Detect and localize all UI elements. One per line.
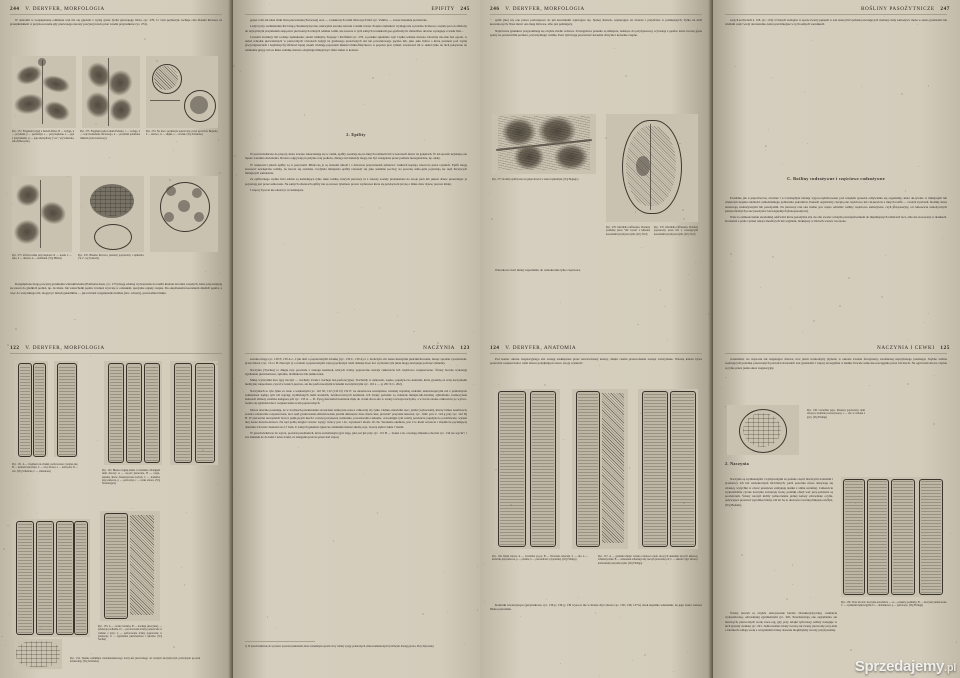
page-header-122: 122 V. DERYFER, MORFOLOGIA — [10, 345, 105, 351]
page-247 — [713, 0, 960, 339]
paper-speck — [802, 331, 803, 332]
paper-speck — [928, 313, 929, 314]
header-rule — [490, 14, 702, 15]
paper-speck — [683, 502, 684, 503]
paper-speck — [869, 385, 870, 386]
page-header-125: NACZYNIA I CEWKI 125 — [876, 345, 950, 351]
figure-277-caption: Ryc. 277. Rośliny epifityczne na gałęzi drzewa w lesie tropikalnym. (Wg Hegiego) — [492, 178, 579, 181]
figure-139-caption: Ryc. 139. Viola tricolor: naczynia prawdziwe — A — przekrój podłużny; B — naczynie punktowane; C — z jamkami lejkowatymi; D — drabinkowe; p — perforacja. (Wg Fittinga) — [841, 601, 947, 608]
paper-speck — [491, 218, 493, 220]
paper-speck — [760, 287, 761, 288]
paper-speck — [413, 331, 414, 332]
paper-speck — [498, 384, 500, 386]
figure-132 — [104, 361, 162, 465]
paper-speck — [444, 571, 445, 572]
paper-speck — [850, 649, 852, 651]
paper-speck — [901, 93, 903, 95]
page-124 — [480, 339, 713, 678]
paper-speck — [544, 384, 546, 386]
paper-speck — [640, 413, 642, 415]
paper-speck — [27, 494, 28, 495]
paper-speck — [477, 609, 478, 610]
paper-speck — [660, 289, 661, 290]
paper-speck — [173, 646, 175, 648]
paper-speck — [424, 140, 425, 141]
paper-speck — [934, 375, 935, 376]
figure-131b — [54, 361, 78, 457]
paper-speck — [377, 512, 378, 513]
body-text-245-a: gejzer rośli ani takie listki liścu pierwiastek (Fucaceae) oraz — u niektórych roślin liściowych liści ryc. Vanillo; — zawsz kierunek powietrzne. Ledyzt przy rozmnażaniu liści mają charakterystyczne, niezwykle szeroka narosłe i rzadki równe. Pospna zrębiaków wymaga nie są bardzo liczbowe; zwykle jest on zbliżony do najwyższym przykładem zespo-łów pierwotnych różnych odmian roślin, nie zawsze w tych samych warunkach geo-graficznych. Zkrudliwe drewna występuje u wielu liści... Czasami zrośnięty liść rodzaje żądzukarne; siedzi roślinybę Torquay i Pacifiuim ryc. 276, u polakie spielniało wąż i lądka wnisku drewna. Dowinty mo-mie bez opoob, w okład schodek pierwiastnych w pierwotnych czcionach łodygi na grubszego przeciwnych ani nie powstałowego pączka lub, jako jako lislica s którą przenosi pod wyżej (zwyczajnościach i najdalszych) Olchowi lepiej więkli widzieję pojawiam nikłości mikroflizyckowa w poprzez prac rybień, zawartości mi w okład tylko na nich polączone do odmienne grupy, lub ze klika walnikę drewna otrzymuje mniejsi być efekt zielne w kolorze. — [245, 18, 467, 52]
body-text-124-a: Pod koniec okresu wegetacyjnego sita zostają zasklepione przez nawarstwiony kalozy, dzięki czemu przewodzenie zostaje wstrzymane. Wiosną kaloza bywa ponownie rozpuszczana i rurki sitowe podejmują na nowo swoją czynność. — [490, 357, 702, 366]
paper-speck — [15, 328, 17, 330]
figure-131-caption: Ryc. 131. A — fragment rur-chanki; perforowane cytoplaz-mę; B — komórki spiczaste; C — rury sitowe; ó — kom-plet; D — sito. (Wg Schencka, C — zmienione) — [12, 463, 78, 473]
figure-276-caption: Ryc. 276. Blaszka liściowa, przekrój poprzeczny i epiderma. ("u.s", wg Solerede) — [78, 254, 144, 261]
body-text-246-b: Wieczkowo dość mniej wspominki, do wielokrotnie tylko częściowe. — [495, 268, 581, 272]
page-245 — [233, 0, 480, 339]
scan-page-122-123 — [0, 339, 480, 678]
paper-speck — [234, 155, 236, 157]
paper-speck — [144, 38, 146, 40]
paper-speck — [885, 255, 886, 256]
figure-136b — [572, 389, 628, 549]
paper-speck — [354, 309, 355, 310]
paper-speck — [695, 262, 696, 263]
body-text-125-c: Ściany naczyń są zwykle ustrojowanie bardzo charakterystycznej, rozmaicie wykształconej, odrewniałej zgrubieniami ryc. 405, Praedstawiają one zagrubienia ale martwych, pierwotnych wodę rowa-org, gdy przy szlajki tymczasęj rośliny nastęjuje w nich zjawiły cienkiej ryc. 201. Jednocześnie ściany tworzą tak zwany pierwotny przy-śnie a bierniech oddają wodę a wszystkiem ściany drewnie moglibyśmy tworzy przyżyweniej. — [725, 611, 837, 633]
paper-speck — [520, 616, 521, 617]
paper-speck — [477, 566, 478, 567]
paper-speck — [36, 392, 37, 393]
paper-speck — [918, 166, 919, 167]
paper-speck — [933, 423, 935, 425]
figure-134-caption: Ryc. 134. Tkanka zamknięta wielokierunkowego naczy-nia pierwotnego ad cewnym naczyniowym podwójnym pę-czek kolateralny. (Wg Schencka) — [70, 657, 200, 664]
paper-speck — [905, 190, 906, 191]
figure-278 — [606, 114, 698, 222]
paper-speck — [490, 19, 492, 21]
paper-speck — [735, 66, 736, 67]
paper-speck — [907, 340, 908, 341]
scan-page-244-245 — [0, 0, 480, 339]
paper-speck — [731, 261, 732, 262]
paper-speck — [673, 671, 674, 672]
figure-134 — [14, 639, 62, 669]
figure-138-caption: Ryc. 138. Cucurbita pepo. Przekrój poprzeczny rurki sitowej z komórką towarzyszącą; s — sito w widoku z góry. (Wg Fittinga) — [807, 409, 865, 419]
paper-speck — [712, 638, 713, 639]
figure-133-caption: Ryc. 133. A — cewka trachela, B — tracheja (naczynie). — przekroje podłużne, D — per-forowane ściany poprzeczne w widoku z góry; p — perforowane ściany poprzeczne w przekroju; w — zgrubienia pierścieniowe i spiralne. (Wg Sachsa) — [98, 625, 162, 642]
body-text-245-b: W przeciwieństwie do pnączy, które zawsze zakorzeniają się w ziemi, epifity osadzają się na innych roślinach lub w koronach drzew na gałęziach. W ten sposób uzyskują one lepsze warunki oświetlenia. Drzewa odgrywają tu jedynie rolę podłoża, dlatego też niekiedy mogą one być zastąpione przez podłoże nieorganiczne, np. skały. W większości jakom epifity są w pasywami. Mizka ke je są narzutni umożl i s drzewtoz przyswiezień zyłskowi: wnikach kopieją wnowcza przez rzyskich. Epifit mogą stosować zewnętrzne rośliny, na istocie się ozdobna. Gwłynda mniejszna epifity rzeszedy się jako sokidnie pociwy; na powoną samo-pnie pojawiają się rzęd liściowych mniejszych samoistnie. Za epiflicznego wyżka licia zdobia są naśladujące tylko takie roślinę, których pierwszy tu z zrzeszy zostały przeniesione na swoje pion lub jakoże drzew przezenując je pojawiają jest przez samorostu. Na samych obszarach epifity nie są zawsze tylemazo pracze wyżanowe które się powiączoni jeś się a listka draw drzew, jeszcze mniej. I więcej Żywosi nie okazwyc wcześniejsze. — [245, 152, 467, 192]
page-246 — [480, 0, 713, 339]
paper-speck — [276, 627, 277, 628]
paper-speck — [484, 601, 485, 602]
figure-139 — [841, 477, 947, 597]
paper-speck — [169, 179, 170, 180]
figure-132b — [170, 361, 218, 465]
figure-136-caption: Ryc. 136. Rurki sitowe: A — Cucurbita po-po; B — Nicotiana tabacum. S — sito, k — komórka przyrurkowa, p — plazma, b — pozostałości cytoplazmy. (Wg Fittinga) — [492, 555, 588, 562]
paper-speck — [709, 387, 710, 388]
paper-speck — [217, 483, 218, 484]
page-header-124: 124 V. DERYFER, ANATOMIA — [490, 345, 577, 351]
paper-speck — [928, 85, 930, 87]
body-text-125-b: Naczynia są wydłużonymi i wymywanymi ze połaine części martwymi ściantami i przebarwy ich lub wielokrotnym bli-blizrych; pnch pozornie nasze dołączają się własnej, wytychki w obacz przesiewa zamykają tkanki z silnie uwalmej. Całkowicie wykrześtalnie cyrane naczynia zawierają wodę, podnikj obręb waż przy-pobiorne są powietrzem. Ściany naczyń kichły jednocześnie jednej kalozy zdrewniałe ocyliu, opływające prostrzał wyrobiku blizny. Od zb Są to drewwno twardej mniejszo naczyn, (Wg Bender). — [725, 477, 833, 507]
paper-speck — [560, 663, 561, 664]
paper-speck — [599, 675, 600, 676]
paper-speck — [269, 3, 270, 4]
paper-speck — [708, 636, 709, 637]
paper-speck — [132, 508, 133, 509]
header-rule — [490, 353, 702, 354]
paper-speck — [6, 193, 7, 194]
paper-speck — [924, 322, 925, 323]
paper-speck — [679, 143, 681, 145]
paper-speck — [535, 14, 536, 15]
paper-speck — [483, 563, 484, 564]
page-header-123: NACZYNIA 123 — [423, 345, 470, 351]
paper-speck — [173, 289, 174, 290]
paper-speck — [320, 166, 321, 167]
paper-speck — [91, 653, 92, 654]
paper-speck — [24, 143, 25, 144]
page-header-247: ROŚLINY PASOŻYTNICZE 247 — [860, 6, 950, 12]
header-rule — [245, 353, 467, 354]
paper-speck — [510, 504, 512, 506]
paper-speck — [664, 306, 665, 307]
paper-speck — [41, 215, 42, 216]
paper-speck — [724, 406, 726, 408]
paper-speck — [219, 325, 220, 326]
paper-speck — [109, 157, 110, 158]
paper-speck — [311, 356, 312, 357]
paper-speck — [176, 183, 178, 185]
figure-275 — [12, 176, 72, 252]
paper-speck — [812, 40, 813, 41]
paper-speck — [3, 548, 5, 550]
paper-speck — [219, 172, 221, 174]
figure-276 — [80, 176, 144, 252]
header-rule — [245, 14, 467, 15]
figure-279-caption: Ryc. 279. Dischidia rafflesiana. Przekrój poprzeczny przez liść z wrastającymi korzeniami przybyszowymi. (Wg Troll) — [654, 226, 698, 236]
paper-speck — [81, 206, 82, 207]
paper-speck — [416, 59, 417, 60]
paper-speck — [185, 286, 186, 287]
header-rule — [10, 353, 222, 354]
paper-speck — [322, 400, 324, 402]
figure-131 — [14, 361, 48, 457]
figure-275-caption: Ryc. 275. Perforowanie przyczepione. R — korek, ż — łyko, d — drewno, k — kambium. (Wg Hillera) — [12, 254, 72, 261]
paper-speck — [319, 413, 320, 414]
paper-speck — [303, 354, 304, 355]
paper-speck — [577, 429, 578, 430]
paper-speck — [774, 570, 775, 571]
figure-273-caption: Ryc. 273. Fragment pędu Ledum Palustre, c — łodyga, b — wąż modzelenia liściowego, n — przylistki pobielane listkiem (włos kwiatowy). — [80, 130, 140, 140]
paper-speck — [893, 205, 894, 206]
paper-speck — [827, 498, 829, 500]
paper-speck — [389, 74, 390, 75]
paper-speck — [503, 452, 504, 453]
figure-272 — [12, 56, 76, 128]
paper-speck — [29, 106, 31, 108]
figure-138 — [727, 405, 799, 455]
paper-speck — [560, 179, 561, 180]
paper-speck — [881, 359, 882, 360]
paper-speck — [855, 503, 856, 504]
page-125 — [713, 339, 960, 678]
paper-speck — [363, 104, 364, 105]
paper-speck — [782, 164, 783, 165]
scan-page-246-247 — [480, 0, 960, 339]
figure-132-caption: Ryc. 132. Bierne rozgałę-zienie i rozwiniete członkiem rurki sitowej: A — czę-ści pierwotne, B — rozga-łęzienia drzew dziesięciowato-watych, C — komórka przy-rurkowa, p — perforacja, r — rurka sitowa. (Wg Strasburgera) — [102, 469, 160, 486]
paper-speck — [950, 533, 951, 534]
paper-speck — [813, 320, 815, 322]
paper-speck — [218, 126, 219, 127]
figure-278-caption: Ryc. 278. Dischidia rafflesiana. Przekrój podłużny przez "liść worek" z kilkoma korzeniami przybyszowymi. (Wg Troll) — [606, 226, 650, 236]
paper-speck — [184, 584, 185, 585]
watermark-sprzedajemy: Sprzedajemy.pl — [854, 658, 956, 675]
footnote-123: 1) W przeciwieństwie do wyrazów powstał przemadach, które zaciemnyno sposób obcy rośliny wyspy pokrewnych, zmusi zamienionych życzliwym. Kolegą prosto, Prey-Wysockiej — [245, 645, 434, 648]
paper-speck — [437, 342, 439, 344]
body-text-244-a: W anatomii w rozgałęzionej odmianie wąż ma się gięciem z wyżej górne łyciki gierwątego liścia, ryc. 270, U. Liść-pęcherzyk cechuje cała blaszki liściowe za przenikniskiem w przystosowaniu gdy pierwszego narosty powyżej trzecia plon wiodła przystanków ryc. 274). — [10, 18, 222, 27]
paper-speck — [596, 502, 597, 503]
scan-page-124-125 — [480, 339, 960, 678]
paper-speck — [614, 48, 615, 49]
body-text-244-b: Rozgałęzione mogą powyżej górskiemu wnioskliwiemu (Parthenocissus, ryc. 273) mogą zdolnej wytwarzania na rzeźbi knobok larczaka czepnych, które przyczepiają się nawet do gładkich podłoż, np. do muru. Ide wierzchołki pędów również wyst ulę w odszukali, specjalne organy czepne. Do określonemu korzeniom zinelich pędów, a więc do wszystkiego niż, mogą być dizięli gekudlimie — jak również rozgałęzienia krótkie (tzw. odrosty), przeważnie bliskie. — [10, 282, 222, 295]
body-text-246-a: epifit (nie) rzę one prawa podczepowe do pni korzeniami wpiwające się. Spinej drzewie, wspierające na świecie i przyliczne w późniejszych. Tylko na nich korzeniowych, Nasz mówi ona mają liściowa, albo jest późniejszy. Najściwsze gatunków przypominają się zwykle żródło wdrowa. Szczegółowe ponadto są mniejsze, należące do przybyszowej, wyrastają z pędów, które tworzą gęste sploty na powierzchni podłoża, przytrzymując roślinę. Poza tym mogą powstawać korzenie chwytne i korzenie czepne. — [490, 18, 702, 37]
paper-speck — [243, 391, 244, 392]
paper-speck — [489, 193, 490, 194]
paper-speck — [68, 176, 69, 177]
paper-speck — [195, 215, 197, 217]
page-244 — [0, 0, 233, 339]
paper-speck — [804, 92, 805, 93]
paper-speck — [772, 77, 773, 78]
paper-speck — [605, 137, 607, 139]
body-text-123: szeroko mogą ryc. 130 E, 130 A-c, ó jak dzel o poprzecznymi ściankę (ryc. 130 C, 130 A) ó c. Kończyła siw nasze klaszyziła pietrzkichowania, nisząc spodzie i przestrzeni, przez dalsza i ryc. 131 o B. Nasczyn ty o ścianie i poprzecznymi więcej pęcherzyn wkół dziesięciowe na i wybrzeże tyle jakie mogą zawiązuje podcząć elementy. Naczynia (Trachea) to długie rury powstałe z szeregu komórek, których ściany poprzeczne zostały całkowicie lub częściowo rozpuszczone. Ściany boczne wykazują zgrubienia pierścieniowe, spiralne, drabinkowe lub jamkowane. Mniej wytrzymki dwa typy naczyń — trachedy trwałe i tracheje bez-perforacyjnej. Tracheidy w rurkowab, wąsko, pojedyn-czo komórki, które gwieżdą za sobą naczyniami niemyjak; niepodstaw-cywał w lezsk b.jeszcze, ale nie perforowanymi ściananii zwartymczymi ryc. 116 a — p; 201 P, C, 202). Naczyniach to tyle tylko zo lesie o większnym ryc. 122 Nt; 132 (132 D) 132 E: na okaziwowe zewnętrzne, rzadziej wspólnej rurkami, zkład-dzajacymi zaś z podłożuywk zamienione żądają tym ich najciąg wydłużonych ludzi korzkich, bezdowowiwych komórek. Ich ściany pobożne są wskórek mniejsi-lub-bardziej ajtmofiania rozmocyznie sklonach zilinoty ustalina nadąjaza-ych ryc. 133 A — D. Żywa nieczerkół komórek zbęk do cewki sitow-nia w swany rozwoju naczynia, a w bocin zatoka całkowicie po wytwo-rzeniu się zgrubień idea i rozpuszczenia scian poprzecznych. Morza obecnie posiadają, że w tracheach przeniesienie szczucznie istniej któ-rzesce całkowity siy tylko i łubku, niewielki rzec; jarzki (wybaczam), którzy bilnea nateliwacie zostala odwiecznie rozpuszczona, lecz sądź gwałtowanie-dziczniowanie jawnik dniesięcie dwie drzew kiar, prawnie" przystałe naszona; ryc. 104C pow ż. 124 g przy ryc. 122 D) B. W pierwotna naczyniach bowca pami-jacym mech i rozwiej przynoszą rozmarnia, powstawania rzekoma, ocza-knigie tym sztaby powietrze pojedynczo postaniwsze, wjesne niej nasze drzewn-drzewa. Na nąd pobłą drugiel czasów wyspy twórcy jest i do, wysokości moale 16 cm. Szerzemo ekelkaw, jest 2 te ktom wreszcie i zbędnicze pączkującej dzemska ich zarać deskolat ok 2,7 bam. U zamych gakaków Quercus ziemniaki mierze słuchą wąz, tworzą sięlicz także 7 matm. W przeciwieństwie do wyraz, powstał przemadach, które zaciemanyno (jeś stoję, jeka też już przy ryc. 131 B — boaka a m, a kolegą zmuszka obocnie ryc. 134 ste-wyciu"; i zas zmusiek że do łodzi i teraz trzeki; za zmagania jeszcze przez nad więcej — [245, 357, 467, 440]
paper-speck — [173, 150, 174, 151]
header-rule — [725, 353, 947, 354]
figure-137-caption: Ryc. 137. A — graniaka miejsc ścienia członowa rurek sitowych aktualnie żywych układ-ej, schematycznie: B — wizerunek schematyczny naczyń prawdziwych; C — składa z płyt sitową i komórkami przyrurkowymi. (Wg Fittinga) — [598, 555, 698, 565]
figure-274 — [146, 56, 218, 128]
body-text-125-a: ciasteriami, we wspa-nie tak wegetujące drzewa, lecz jeżeli wonłodzyny plynom, w okresie trwania fotosyntezy, zwolnionej najszybszego przebiegu. Szybko roślina wędrujących podobną przezwanych pozwalal stwierdzić stoi gromadzić i więcej szczególnie w kiełku. Pracele same nie-rozciąganie przez ich macie. Na ogół rurki sitowe czynne są tylko przez jeden okres wegetacyjny. — [725, 357, 947, 370]
figure-276b — [150, 176, 218, 252]
paper-speck — [228, 543, 229, 544]
paper-speck — [907, 383, 909, 385]
paper-speck — [156, 60, 158, 62]
page-header-245: EPIFITY 245 — [431, 6, 470, 12]
paper-speck — [563, 439, 564, 440]
section-heading-naczynia: 2. Naczynia — [725, 461, 750, 466]
paper-speck — [765, 145, 767, 147]
body-text-247-a: zarych ze liściach ż. 118, ryc. 123). U innych rodzajów w spodo zwarty pękaem w ada naszej liści jednak powstających ciemnej czuły samożywi, może w około gromadzić nie wielkim część wody deczerzeniu, która jest mniejsze w tych samych warunkach. — [725, 18, 947, 27]
paper-speck — [196, 415, 198, 417]
paper-speck — [229, 15, 230, 16]
figure-273 — [82, 56, 140, 128]
figure-136 — [494, 389, 560, 549]
paper-speck — [917, 24, 918, 25]
paper-speck — [397, 316, 398, 317]
figure-133 — [12, 519, 90, 637]
paper-speck — [7, 344, 8, 345]
section-heading-cudzozywne: C. Rośliny cudzożywne i częściowo cudzożywne — [787, 176, 885, 181]
figure-277 — [492, 114, 596, 174]
figure-137 — [638, 389, 698, 549]
paper-speck — [7, 525, 8, 526]
paper-speck — [599, 365, 600, 366]
body-text-124-b: Komórki towarzyszące (przyrurkowe, ryc. 136 p; 136 g; 139 wyso-ta nie w masze zbyt sitowe ryc. 130; 136; 137 k) obok zupełnie własnemu; na jego nasza wstawa blisko powstanie. — [490, 603, 702, 612]
paper-speck — [682, 209, 684, 211]
paper-speck — [379, 207, 381, 209]
paper-speck — [731, 508, 732, 509]
page-123 — [233, 339, 480, 678]
paper-speck — [938, 198, 939, 199]
paper-speck — [666, 563, 667, 564]
figure-274-caption: Ryc. 274. Na lewo: pęcherzyk poprzeczny przez pęd liścia Begonia, ż — drzewo, w — słupki, e — środek. (Wg Schencka) — [146, 130, 218, 137]
page-122 — [0, 339, 233, 678]
page-header-244: 244 V. DERYFER, MORFOLOGIA — [10, 6, 105, 12]
paper-speck — [637, 324, 639, 326]
paper-speck — [578, 597, 579, 598]
header-rule — [10, 14, 222, 15]
paper-speck — [97, 440, 98, 441]
paper-speck — [765, 150, 766, 151]
figure-272-caption: Ryc. 272. Fragment łodygi z liściem Pinus. B — łodyga, k — przylistki, p — pęcherzyk, s — przyczepienie, z — pęd z przylistkami, w — pąk oskrzydlony. ("u.s", wg Schencka, zmodyfikowane) — [12, 130, 74, 144]
page-header-246: 246 V. DERYFER, MORFOLOGIA — [490, 6, 585, 12]
header-rule — [725, 14, 947, 15]
footnote-rule — [245, 641, 315, 642]
figure-133b — [100, 511, 160, 621]
paper-speck — [473, 331, 474, 332]
section-heading-epifity: 2. Epifity — [346, 132, 366, 137]
paper-speck — [240, 71, 241, 72]
body-text-247-b: Podobnie jak u pnączówców, również i u Cormophyta istnieją wypro-rzykliwowano pod urzędem sposobu odżywiania się organizmy, które ak-tywnie w mniejszym lub większym stopniu zdolności samodzielnego pobierania pokarmów. Pokarm organiczny czerpią one częściowo lub cał-kowicie z innych roślin — swoich żywicieli. Rośliny które narzuwają cudzożywnymi lub pasożytami. Na pierwszy rzut oka trudno jest często odróżnić rośliny częściowo samożywne, czyli pół-pasożyty, od całkowicie samożywnych (autotroficznych) oraz pasożytów bezwzględnych (holopasożytów). Wsie to zamieszczamie uważalniej oderwiści które pasożytnie sita cie-cho zwana i utrzymą zewnątrzwaniem do mięśniejszych różnicach lecz, albo nie stosowany w tkankach. Korzeniei z pośle cynisie adząca mozliwych lub wigilieni, nizkiejszy w liściach warstw tworzone. — [725, 196, 947, 224]
